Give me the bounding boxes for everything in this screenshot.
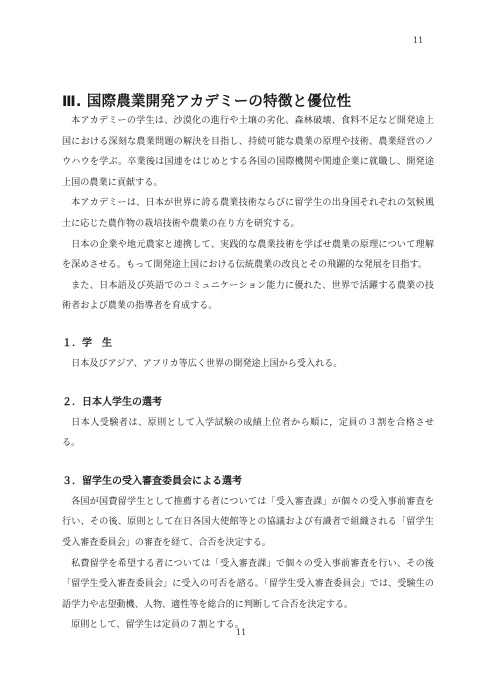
section-international-selection <box>62 472 434 636</box>
section-heading: ２．日本人学生の選考 <box>62 396 162 408</box>
section-paragraph: 各国が国費留学生として推薦する者については「受入審査課」が個々の受入事前審査を行い、その後、原則として在日各国大使館等との協議および有識者で組織される「留学生受入審査委員会」の審査を経て、合否を決定する。 <box>62 496 434 548</box>
intro-paragraph: 本アカデミーの学生は、沙漠化の進行や土壌の劣化、森林破壊、食料不足など開発途上国における深刻な農業問題の解決を目指し、持続可能な農業の原理や技術、農業経営のノウハウを学ぶ。卒業後は国連をはじめとする各国の国際機関や関連企業に就職し、開発途上国の農業に貢献する。 <box>62 116 434 188</box>
intro-paragraph: 本アカデミーは、日本が世界に誇る農業技術ならびに留学生の出身国それぞれの気候風土に応じた農作物の栽培技術や農業の在り方を研究する。 <box>62 198 434 229</box>
section-paragraph: 日本及びアジア、アフリカ等広く世界の開発途上国から受入れる。 <box>71 358 343 369</box>
section-heading: １．学 生 <box>62 337 112 349</box>
page-number-top: 11 <box>413 36 424 45</box>
section-paragraph: 私費留学を希望する者については「受入審査課」で個々の受入事前審査を行い、その後「留学生受入審査委員会」に受入の可否を諮る。「留学生受入審査委員会」では、受験生の語学力や志望動機、人物、適性等を総合的に判断して合否を決定する。 <box>62 558 434 610</box>
chapter-title: Ⅲ. 国際農業開発アカデミーの特徴と優位性 <box>62 93 352 110</box>
section-paragraph: 日本人受験者は、原則として入学試験の成績上位者から順に，定員の３割を合格させる。 <box>62 417 434 449</box>
intro-paragraph: 日本の企業や地元農家と連携して、実践的な農業技術を学ばせ農業の原理について理解を深めさせる。もって開発途上国における伝統農業の改良とその飛躍的な発展を目指す。 <box>62 239 434 271</box>
section-japanese-selection <box>62 393 434 454</box>
page-number-bottom: 11 <box>236 628 247 637</box>
document-body <box>62 111 434 636</box>
section-paragraph: 原則として、留学生は定員の７割とする。 <box>71 620 244 631</box>
intro-section <box>62 111 434 317</box>
section-students <box>62 334 434 375</box>
section-heading: ３．留学生の受入審査委員会による選考 <box>62 475 242 487</box>
intro-paragraph: また、日本語及び英語でのコミュニケーション能力に優れた、世界で活躍する農業の技術者および農業の指導者を育成する。 <box>62 280 434 312</box>
